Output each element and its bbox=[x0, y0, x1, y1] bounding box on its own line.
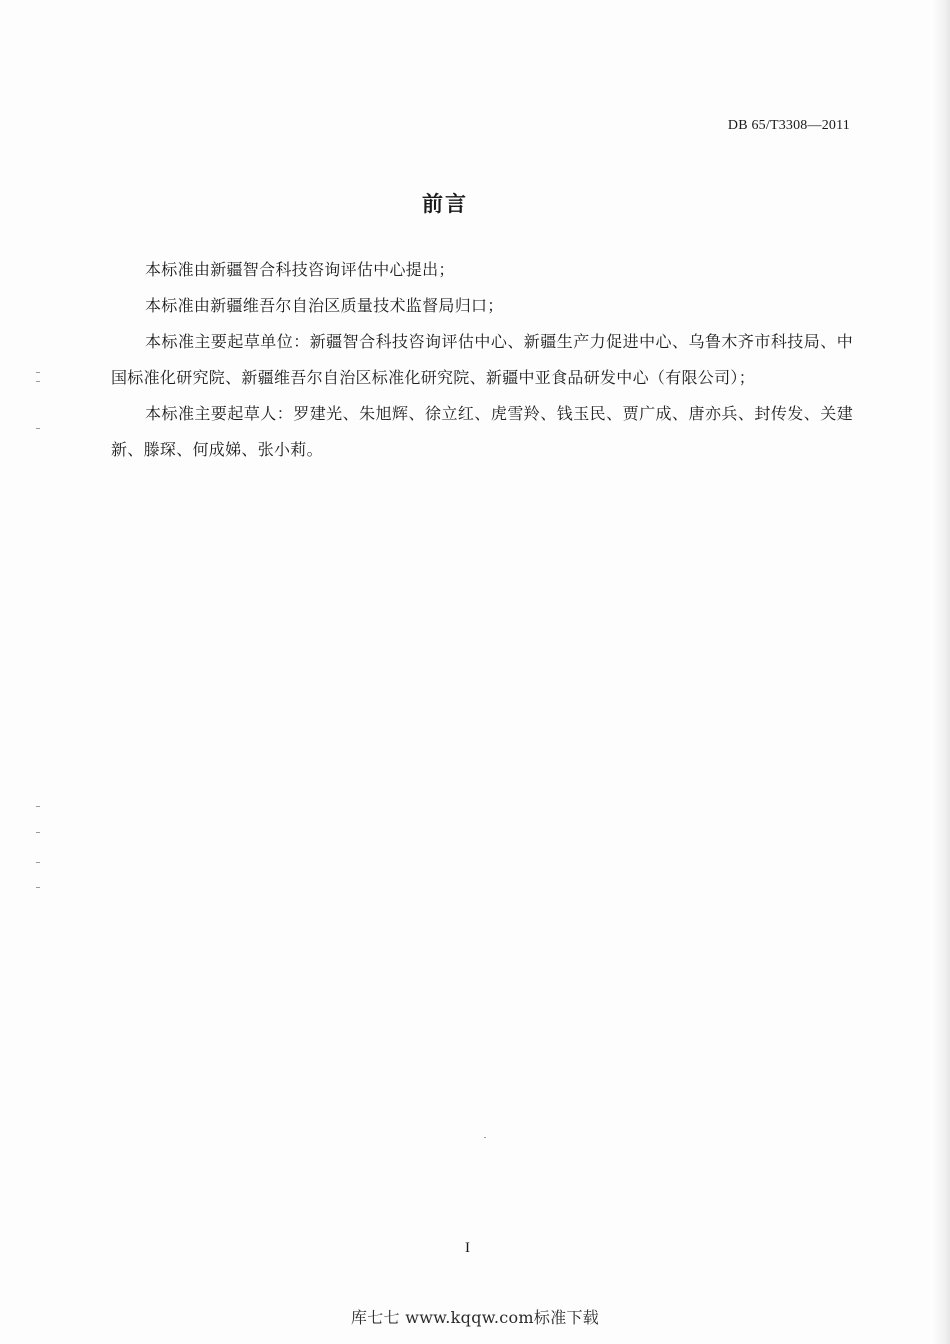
scan-speck bbox=[484, 1137, 486, 1138]
page-title: 前言 bbox=[422, 192, 468, 216]
scan-speck bbox=[36, 887, 40, 888]
page-edge-shadow bbox=[930, 0, 950, 1344]
scan-speck bbox=[36, 832, 40, 833]
scan-speck bbox=[36, 806, 40, 807]
foreword-body bbox=[111, 252, 853, 468]
scan-speck bbox=[36, 381, 40, 382]
paragraph-drafters: 本标准主要起草人：罗建光、朱旭辉、徐立红、虎雪羚、钱玉民、贾广成、唐亦兵、封传发、关建新、滕琛、何成娣、张小莉。 bbox=[111, 404, 853, 459]
paragraph-drafting-units: 本标准主要起草单位：新疆智合科技咨询评估中心、新疆生产力促进中心、乌鲁木齐市科技局、中国标准化研究院、新疆维吾尔自治区标准化研究院、新疆中亚食品研发中心（有限公司）； bbox=[111, 332, 853, 387]
paragraph-administrator: 本标准由新疆维吾尔自治区质量技术监督局归口； bbox=[145, 296, 504, 315]
scan-speck bbox=[36, 372, 40, 373]
document-code: DB 65/T3308—2011 bbox=[727, 118, 850, 133]
scan-speck bbox=[36, 862, 40, 863]
scan-speck bbox=[36, 428, 40, 429]
watermark-text: 库七七 www.kqqw.com标准下载 bbox=[350, 1308, 600, 1327]
page-number: I bbox=[465, 1240, 470, 1256]
paragraph-proposer: 本标准由新疆智合科技咨询评估中心提出； bbox=[145, 260, 455, 279]
